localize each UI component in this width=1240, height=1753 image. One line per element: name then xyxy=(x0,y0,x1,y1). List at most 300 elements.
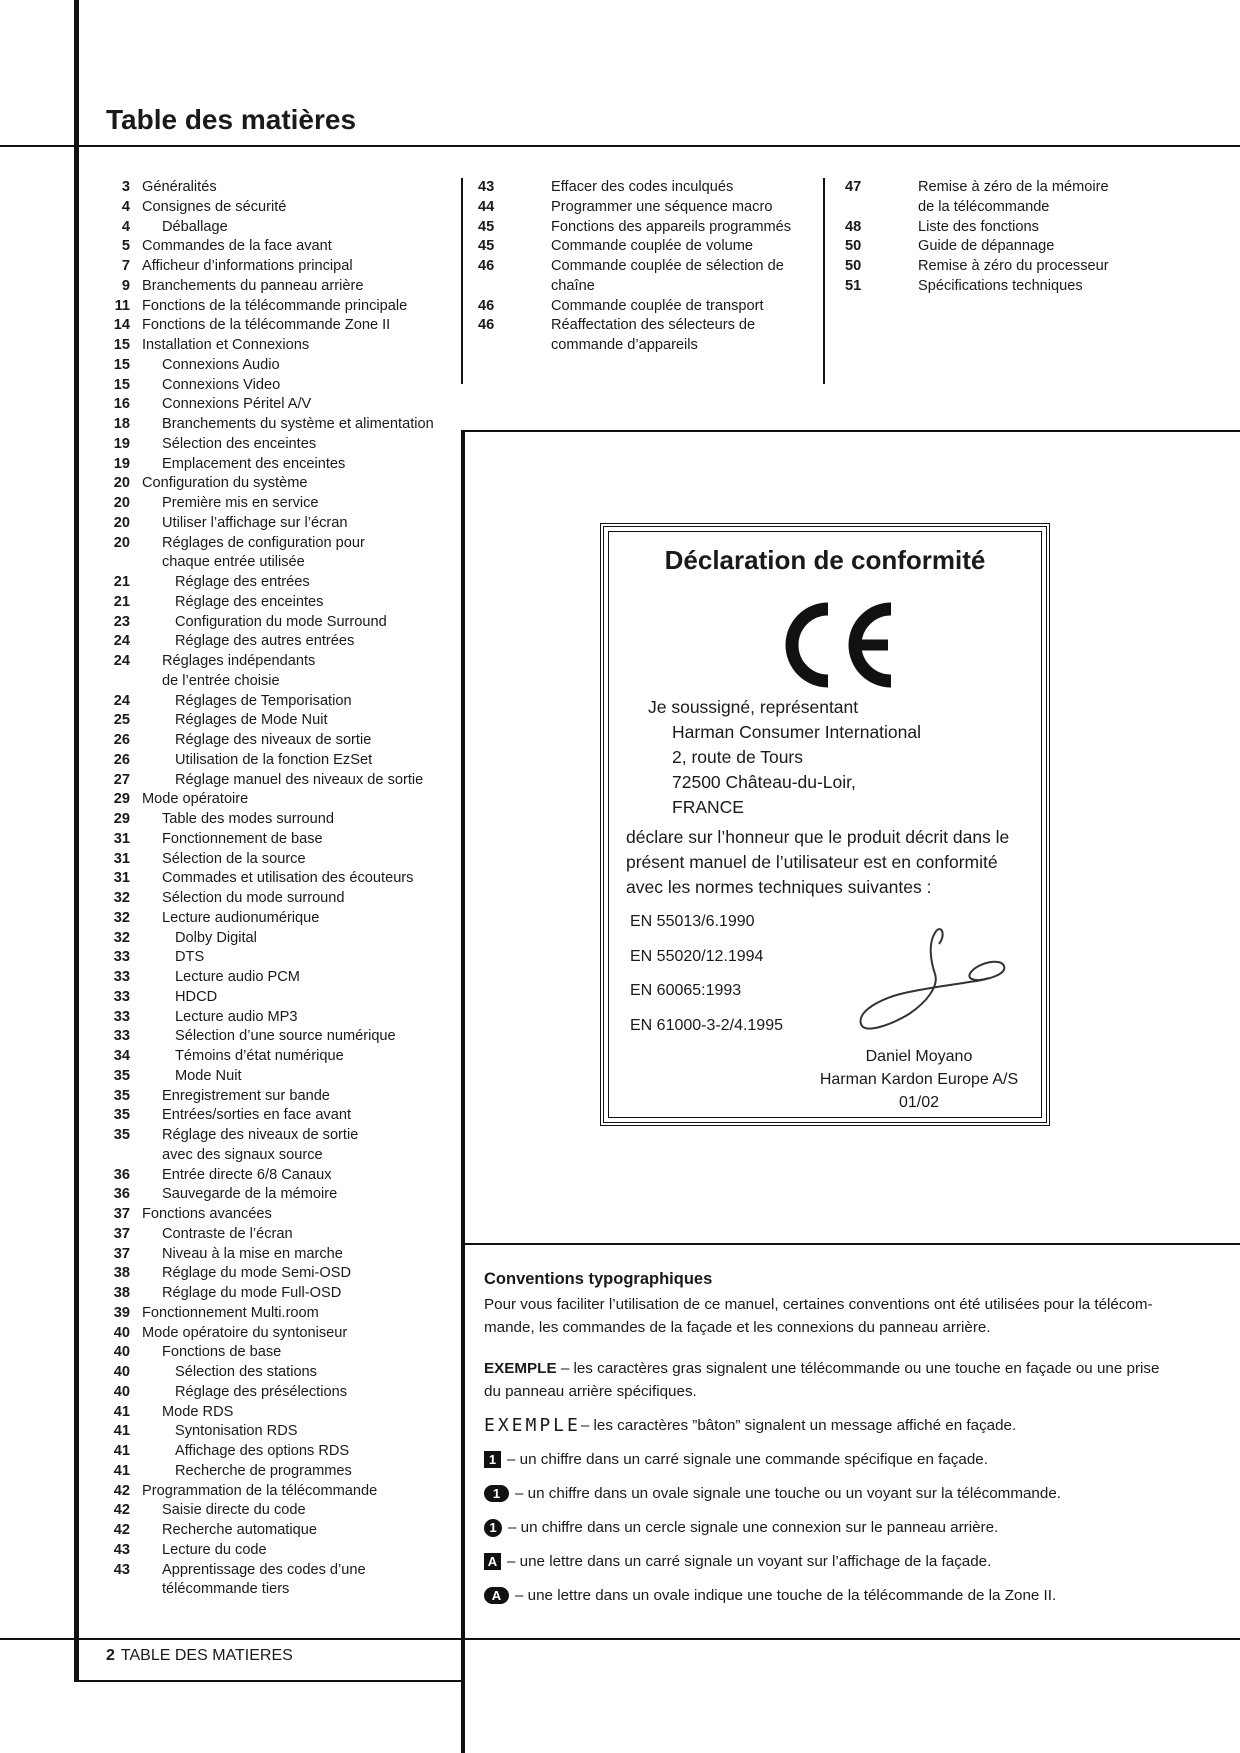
toc-page-number: 21 xyxy=(113,593,130,610)
norm-item: EN 60065:1993 xyxy=(630,982,742,999)
toc-entry xyxy=(100,1166,460,1186)
page-footer xyxy=(106,1647,293,1665)
toc-page-number: 9 xyxy=(121,277,130,294)
toc-entry xyxy=(100,988,460,1008)
toc-entry xyxy=(100,1482,460,1502)
toc-entry-label: Réglages de Mode Nuit xyxy=(175,712,328,729)
toc-entry xyxy=(100,514,460,534)
norm-item: EN 55013/6.1990 xyxy=(630,913,755,930)
toc-entry-label: Remise à zéro du processeur xyxy=(918,258,1109,274)
header-rule xyxy=(0,145,1240,147)
toc-entry xyxy=(100,356,460,376)
letter-square-icon: A xyxy=(484,1553,501,1570)
toc-entry xyxy=(100,830,460,850)
toc-entry-label: Liste des fonctions xyxy=(918,218,1039,235)
toc-page-number: 35 xyxy=(113,1107,130,1124)
toc-entry-label: Mode opératoire xyxy=(142,791,249,808)
toc-entry-label: Branchements du panneau arrière xyxy=(142,277,364,294)
toc-entry-label: Réglage des présélections xyxy=(175,1383,347,1400)
toc-entry-label: Effacer des codes inculqués xyxy=(551,179,734,195)
norm-item: EN 61000-3-2/4.1995 xyxy=(630,1016,783,1034)
toc-entry-label: Syntonisation RDS xyxy=(175,1423,298,1440)
toc-entry xyxy=(845,218,1175,238)
address-line: 2, route de Tours xyxy=(672,747,804,767)
toc-entry-label: Sauvegarde de la mémoire xyxy=(162,1186,338,1203)
toc-entry-label: Commades et utilisation des écouteurs xyxy=(162,870,414,887)
toc-page-number: 40 xyxy=(113,1324,130,1341)
toc-entry xyxy=(100,593,460,613)
toc-page-number: 29 xyxy=(113,811,130,827)
toc-entry xyxy=(845,178,1175,198)
toc-page-number: 26 xyxy=(113,751,130,768)
toc-entry-label: Réglage du mode Full-OSD xyxy=(162,1285,342,1301)
lcd-text: – les caractères ”bâton” signalent un message affiché en façade. xyxy=(580,1417,1017,1434)
toc-entry-label: Fonctionnement de base xyxy=(162,830,323,847)
toc-page-number: 31 xyxy=(113,830,130,847)
toc-page-number: 45 xyxy=(478,218,495,235)
footer-page-number: 2 xyxy=(106,1647,115,1664)
toc-page-number: 42 xyxy=(113,1522,130,1538)
toc-page-number: 43 xyxy=(113,1561,130,1578)
toc-entry-label: HDCD xyxy=(175,988,218,1005)
statement-line: avec les normes techniques suivantes : xyxy=(626,877,932,897)
toc-entry xyxy=(100,198,460,218)
toc-entry xyxy=(100,1462,460,1482)
toc-entry-label: Sélection de la source xyxy=(162,850,306,867)
toc-entry-label: Commande couplée de transport xyxy=(551,297,764,314)
toc-entry-label: Fonctions de la télécommande principale xyxy=(142,297,408,314)
toc-page-number: 3 xyxy=(121,179,130,195)
toc-page-number: 24 xyxy=(113,633,130,650)
toc-entry xyxy=(100,968,460,988)
toc-page-number xyxy=(100,672,130,692)
toc-page-number xyxy=(845,198,881,218)
toc-entry xyxy=(100,1027,460,1047)
toc-entry-label: Commandes de la face avant xyxy=(142,238,332,255)
toc-entry xyxy=(478,178,808,198)
toc-entry xyxy=(100,297,460,317)
statement-line: déclare sur l’honneur que le produit décrit dans le xyxy=(626,827,1010,847)
toc-page-number: 32 xyxy=(113,929,130,946)
toc-entry-label: télécommande tiers xyxy=(162,1581,290,1598)
toc-entry xyxy=(478,257,808,277)
toc-entry-label: de l’entrée choisie xyxy=(162,672,280,689)
toc-entry-label: DTS xyxy=(175,949,205,966)
toc-page-number: 47 xyxy=(845,179,862,195)
toc-divider-1 xyxy=(461,178,463,384)
toc-page-number xyxy=(478,277,514,297)
toc-entry-label: Afficheur d’informations principal xyxy=(142,258,353,274)
toc-column-2 xyxy=(478,178,808,356)
conventions-letter-square xyxy=(484,1550,1164,1573)
toc-page-number: 7 xyxy=(121,258,130,274)
page-title: Table des matières xyxy=(106,104,357,135)
toc-entry-label: Lecture du code xyxy=(162,1541,267,1558)
toc-page-number: 19 xyxy=(113,435,130,452)
toc-entry xyxy=(100,771,460,791)
toc-page-number: 35 xyxy=(113,1127,130,1143)
number-circle-icon: 1 xyxy=(484,1519,502,1537)
toc-entry xyxy=(100,1245,460,1265)
toc-entry xyxy=(100,1047,460,1067)
toc-entry-label: Contraste de l’écran xyxy=(162,1225,293,1242)
toc-entry-label: Affichage des options RDS xyxy=(175,1443,350,1459)
toc-entry-label: Mode RDS xyxy=(162,1403,234,1420)
toc-entry-label: Connexions Péritel A/V xyxy=(162,396,312,413)
number-square-icon: 1 xyxy=(484,1451,501,1468)
toc-page-number: 16 xyxy=(113,396,130,413)
toc-entry xyxy=(100,237,460,257)
toc-page-number: 20 xyxy=(113,534,130,551)
symbol-text: – un chiffre dans un carré signale une commande spécifique en façade. xyxy=(507,1451,988,1468)
toc-page-number xyxy=(100,1580,130,1600)
toc-entry xyxy=(100,257,460,277)
toc-entry xyxy=(100,1126,460,1146)
toc-entry-label: Lecture audio MP3 xyxy=(175,1008,298,1025)
toc-entry-label: Connexions Video xyxy=(162,376,281,393)
toc-entry xyxy=(100,909,460,929)
toc-entry-label: chaîne xyxy=(551,277,595,294)
toc-page-number xyxy=(100,553,130,573)
toc-entry-label: Déballage xyxy=(162,218,228,235)
conventions-section xyxy=(484,1268,1164,1607)
ce-mark-icon xyxy=(770,595,900,695)
toc-page-number: 41 xyxy=(113,1462,130,1479)
toc-entry-label: Sélection des enceintes xyxy=(162,435,317,452)
statement-line: présent manuel de l’utilisateur est en conformité xyxy=(626,852,998,872)
toc-entry xyxy=(100,1442,460,1462)
toc-page-number: 15 xyxy=(113,337,130,353)
toc-page-number: 40 xyxy=(113,1383,130,1400)
norms-list xyxy=(630,913,783,1051)
toc-page-number: 46 xyxy=(478,258,495,274)
toc-entry xyxy=(100,1363,460,1383)
conventions-symbol-circle xyxy=(484,1516,1164,1539)
toc-page-number: 41 xyxy=(113,1423,130,1440)
toc-page-number: 32 xyxy=(113,890,130,906)
toc-entry xyxy=(100,218,460,238)
toc-page-number: 23 xyxy=(113,613,130,630)
toc-page-number: 21 xyxy=(113,574,130,590)
example-text: – les caractères gras signalent une télécommande ou une touche en façade ou une prise du panneau arrière spécifiques. xyxy=(484,1360,1160,1400)
declaration-title: Déclaration de conformité xyxy=(664,545,986,575)
toc-entry-label: Réglage du mode Semi-OSD xyxy=(162,1265,351,1282)
conventions-intro: Pour vous faciliter l’utilisation de ce manuel, certaines conventions ont été utilisées pour la télécom-mande, les commandes de la façade et les connexions du panneau arrière. xyxy=(484,1296,1153,1336)
toc-page-number: 26 xyxy=(113,732,130,748)
toc-entry xyxy=(100,948,460,968)
footer-label: TABLE DES MATIERES xyxy=(120,1647,293,1664)
symbol-text: – une lettre dans un ovale indique une touche de la télécommande de la Zone II. xyxy=(515,1587,1057,1604)
toc-entry xyxy=(100,810,460,830)
toc-entry-label: Connexions Audio xyxy=(162,356,280,373)
toc-page-number: 20 xyxy=(113,495,130,511)
toc-page-number: 50 xyxy=(845,238,862,255)
toc-entry xyxy=(100,850,460,870)
toc-page-number: 27 xyxy=(113,771,130,788)
conventions-symbol-oval xyxy=(484,1482,1164,1505)
left-margin-bar xyxy=(74,0,79,1682)
toc-page-number: 45 xyxy=(478,238,495,255)
toc-page-number: 25 xyxy=(113,712,130,729)
declaration-box xyxy=(600,523,1050,1126)
toc-page-number: 42 xyxy=(113,1502,130,1519)
toc-entry xyxy=(478,237,808,257)
toc-entry xyxy=(100,178,460,198)
toc-page-number: 31 xyxy=(113,870,130,887)
toc-page-number: 20 xyxy=(113,514,130,531)
toc-page-number: 24 xyxy=(113,692,130,709)
toc-entry-label: Réglage manuel des niveaux de sortie xyxy=(175,771,424,788)
toc-page-number: 36 xyxy=(113,1166,130,1183)
toc-entry-label: Niveau à la mise en marche xyxy=(162,1245,343,1262)
toc-page-number: 4 xyxy=(121,198,130,215)
toc-entry xyxy=(100,711,460,731)
toc-entry xyxy=(100,1304,460,1324)
toc-entry xyxy=(100,1501,460,1521)
toc-entry-label: Réglage des enceintes xyxy=(175,593,324,610)
toc-entry-label: Configuration du mode Surround xyxy=(175,613,387,630)
toc-entry-label: Apprentissage des codes d’une xyxy=(162,1561,366,1578)
toc-entry-label: Enregistrement sur bande xyxy=(162,1087,330,1104)
toc-entry-label: Mode Nuit xyxy=(175,1067,242,1084)
toc-page-number: 20 xyxy=(113,475,130,492)
toc-page-number: 46 xyxy=(478,317,495,334)
toc-entry xyxy=(845,257,1175,277)
toc-entry xyxy=(100,613,460,633)
toc-page-number: 43 xyxy=(478,179,495,195)
toc-entry xyxy=(100,474,460,494)
toc-entry-label: Guide de dépannage xyxy=(918,238,1055,255)
toc-page-number: 33 xyxy=(113,949,130,966)
toc-entry xyxy=(100,1008,460,1028)
signer-name: Daniel Moyano xyxy=(865,1048,973,1065)
toc-entry xyxy=(100,1264,460,1284)
toc-page-number: 37 xyxy=(113,1245,130,1262)
toc-entry-label: Utilisation de la fonction EzSet xyxy=(175,751,373,768)
toc-entry-label: Table des modes surround xyxy=(162,811,334,827)
toc-entry xyxy=(100,1106,460,1126)
toc-entry-label: de la télécommande xyxy=(918,198,1050,215)
toc-page-number: 40 xyxy=(113,1364,130,1380)
toc-column-3 xyxy=(845,178,1175,297)
toc-entry-label: Fonctionnement Multi.room xyxy=(142,1304,319,1321)
toc-page-number: 40 xyxy=(113,1344,130,1361)
toc-page-number: 33 xyxy=(113,988,130,1005)
number-oval-icon: 1 xyxy=(484,1485,509,1502)
symbol-text: – un chiffre dans un ovale signale une touche ou un voyant sur la télécommande. xyxy=(515,1485,1061,1502)
symbol-text: – une lettre dans un carré signale un voyant sur l’affichage de la façade. xyxy=(507,1553,992,1570)
address-line: 72500 Château-du-Loir, xyxy=(672,772,856,792)
toc-page-number: 39 xyxy=(113,1304,130,1321)
toc-entry xyxy=(100,1205,460,1225)
toc-page-number: 35 xyxy=(113,1087,130,1104)
toc-entry-label: Programmer une séquence macro xyxy=(551,198,773,215)
toc-entry xyxy=(100,731,460,751)
toc-entry-label: Généralités xyxy=(142,179,217,195)
toc-entry xyxy=(100,455,460,475)
toc-page-number: 18 xyxy=(113,416,130,432)
toc-entry xyxy=(100,573,460,593)
toc-page-number: 33 xyxy=(113,1008,130,1025)
toc-entry-label: Réglage des niveaux de sortie xyxy=(175,732,372,748)
toc-entry xyxy=(100,929,460,949)
toc-entry-label: Sélection du mode surround xyxy=(162,890,345,906)
conventions-example xyxy=(484,1357,1164,1403)
toc-entry-label: Recherche automatique xyxy=(162,1522,317,1538)
toc-entry-label: Utiliser l’affichage sur l’écran xyxy=(162,514,348,531)
toc-entry xyxy=(100,1422,460,1442)
toc-entry xyxy=(478,297,808,317)
toc-entry-label: Réglages indépendants xyxy=(162,653,316,669)
toc-page-number: 5 xyxy=(121,238,130,255)
toc-entry-label: Configuration du système xyxy=(142,475,308,492)
toc-entry xyxy=(100,534,460,554)
toc-entry-label: Réglage des autres entrées xyxy=(175,633,355,650)
footer-rule-bottom xyxy=(74,1680,461,1682)
toc-page-number: 15 xyxy=(113,356,130,373)
toc-entry xyxy=(100,553,460,573)
conventions-letter-oval xyxy=(484,1584,1164,1607)
toc-entry-label: Première mis en service xyxy=(162,495,319,511)
toc-entry xyxy=(100,415,460,435)
toc-entry-label: Sélection d’une source numérique xyxy=(175,1028,396,1045)
toc-page-number: 48 xyxy=(845,218,862,235)
toc-entry xyxy=(100,1403,460,1423)
norm-item: EN 55020/12.1994 xyxy=(630,947,764,965)
declaration-date: 01/02 xyxy=(898,1094,940,1111)
toc-page-number: 32 xyxy=(113,909,130,926)
toc-divider-2 xyxy=(823,178,825,384)
toc-entry xyxy=(100,1087,460,1107)
toc-entry-label: chaque entrée utilisée xyxy=(162,554,305,571)
toc-entry xyxy=(100,1521,460,1541)
toc-page-number: 24 xyxy=(113,653,130,669)
toc-page-number: 19 xyxy=(113,455,130,472)
toc-page-number: 36 xyxy=(113,1186,130,1203)
toc-page-number: 15 xyxy=(113,376,130,393)
toc-entry xyxy=(100,336,460,356)
toc-entry xyxy=(100,1343,460,1363)
toc-entry-label: Fonctions de la télécommande Zone II xyxy=(142,317,391,334)
toc-entry-label: Remise à zéro de la mémoire xyxy=(918,179,1109,195)
toc-entry xyxy=(100,395,460,415)
toc-entry-label: Mode opératoire du syntoniseur xyxy=(142,1324,348,1341)
toc-page-number: 51 xyxy=(845,277,862,294)
toc-entry-label: Recherche de programmes xyxy=(175,1462,352,1479)
toc-entry xyxy=(100,1146,460,1166)
toc-entry xyxy=(100,1185,460,1205)
toc-entry xyxy=(845,237,1175,257)
toc-entry xyxy=(100,1324,460,1344)
toc-entry xyxy=(100,316,460,336)
toc-entry-label: Branchements du système et alimentation xyxy=(162,416,434,432)
address-line: FRANCE xyxy=(672,797,744,817)
toc-entry-label: Réglage des niveaux de sortie xyxy=(162,1127,359,1143)
symbol-text: – un chiffre dans un cercle signale une connexion sur le panneau arrière. xyxy=(508,1519,999,1536)
toc-entry xyxy=(845,277,1175,297)
toc-page-number: 11 xyxy=(114,297,130,314)
toc-page-number: 35 xyxy=(113,1067,130,1084)
toc-entry-label: Consignes de sécurité xyxy=(142,198,287,215)
middle-right-rule xyxy=(461,1243,1240,1245)
address-line: Harman Consumer International xyxy=(672,722,922,742)
toc-entry xyxy=(100,1541,460,1561)
toc-entry-label: Entrées/sorties en face avant xyxy=(162,1107,352,1124)
toc-page-number: 38 xyxy=(113,1285,130,1301)
toc-page-number: 41 xyxy=(113,1443,130,1459)
declaration-statement xyxy=(626,825,1024,900)
toc-page-number: 14 xyxy=(113,317,130,334)
conventions-symbol-square xyxy=(484,1448,1164,1471)
toc-entry-label: Fonctions avancées xyxy=(142,1206,272,1222)
toc-page-number: 44 xyxy=(478,198,495,215)
toc-entry xyxy=(100,692,460,712)
toc-entry xyxy=(100,1067,460,1087)
toc-entry-label: Spécifications techniques xyxy=(918,277,1083,294)
lcd-word: EXEMPLE xyxy=(484,1415,581,1436)
toc-page-number: 33 xyxy=(113,1028,130,1045)
toc-entry xyxy=(100,376,460,396)
toc-entry-label: Entrée directe 6/8 Canaux xyxy=(162,1166,332,1183)
example-bold: EXEMPLE xyxy=(484,1360,557,1377)
toc-entry-label: Commande couplée de sélection de xyxy=(551,258,784,274)
toc-entry-label: Réglages de configuration pour xyxy=(162,534,365,551)
toc-entry xyxy=(100,277,460,297)
center-margin-bar xyxy=(461,432,465,1753)
toc-entry-label: Programmation de la télécommande xyxy=(142,1482,378,1499)
toc-entry xyxy=(100,494,460,514)
toc-entry-label: Lecture audio PCM xyxy=(175,969,300,985)
toc-page-number: 4 xyxy=(121,218,130,235)
toc-entry xyxy=(100,751,460,771)
toc-entry xyxy=(478,277,808,297)
toc-entry-label: Réglages de Temporisation xyxy=(175,692,352,709)
toc-entry xyxy=(845,198,1175,218)
toc-entry xyxy=(478,316,808,336)
toc-page-number: 37 xyxy=(113,1206,130,1222)
toc-page-number: 33 xyxy=(113,969,130,985)
toc-page-number: 41 xyxy=(113,1403,130,1420)
toc-entry xyxy=(100,869,460,889)
toc-entry xyxy=(100,1383,460,1403)
footer-rule-top xyxy=(0,1638,1240,1640)
declaration-signer xyxy=(804,1045,1034,1114)
toc-entry-label: avec des signaux source xyxy=(162,1146,323,1163)
conventions-lcd xyxy=(484,1414,1164,1437)
toc-page-number: 43 xyxy=(113,1541,130,1558)
toc-entry-label: Fonctions des appareils programmés xyxy=(551,218,792,235)
toc-entry xyxy=(100,889,460,909)
toc-entry xyxy=(478,218,808,238)
toc-entry-label: Témoins d’état numérique xyxy=(175,1048,344,1064)
toc-entry-label: Commande couplée de volume xyxy=(551,238,753,255)
toc-page-number: 37 xyxy=(113,1225,130,1242)
toc-entry xyxy=(100,652,460,672)
toc-entry xyxy=(100,1284,460,1304)
toc-page-number xyxy=(478,336,514,356)
toc-entry-label: Emplacement des enceintes xyxy=(162,455,346,472)
toc-page-number: 29 xyxy=(113,791,130,808)
toc-entry xyxy=(100,632,460,652)
toc-page-number: 34 xyxy=(113,1048,130,1064)
toc-page-number xyxy=(100,1146,130,1166)
toc-column-1 xyxy=(100,178,460,1600)
toc-entry-label: Installation et Connexions xyxy=(142,337,310,353)
toc-entry-label: Lecture audionumérique xyxy=(162,909,320,926)
toc-entry xyxy=(100,1225,460,1245)
toc-entry-label: Réglage des entrées xyxy=(175,574,310,590)
toc-entry xyxy=(478,336,808,356)
